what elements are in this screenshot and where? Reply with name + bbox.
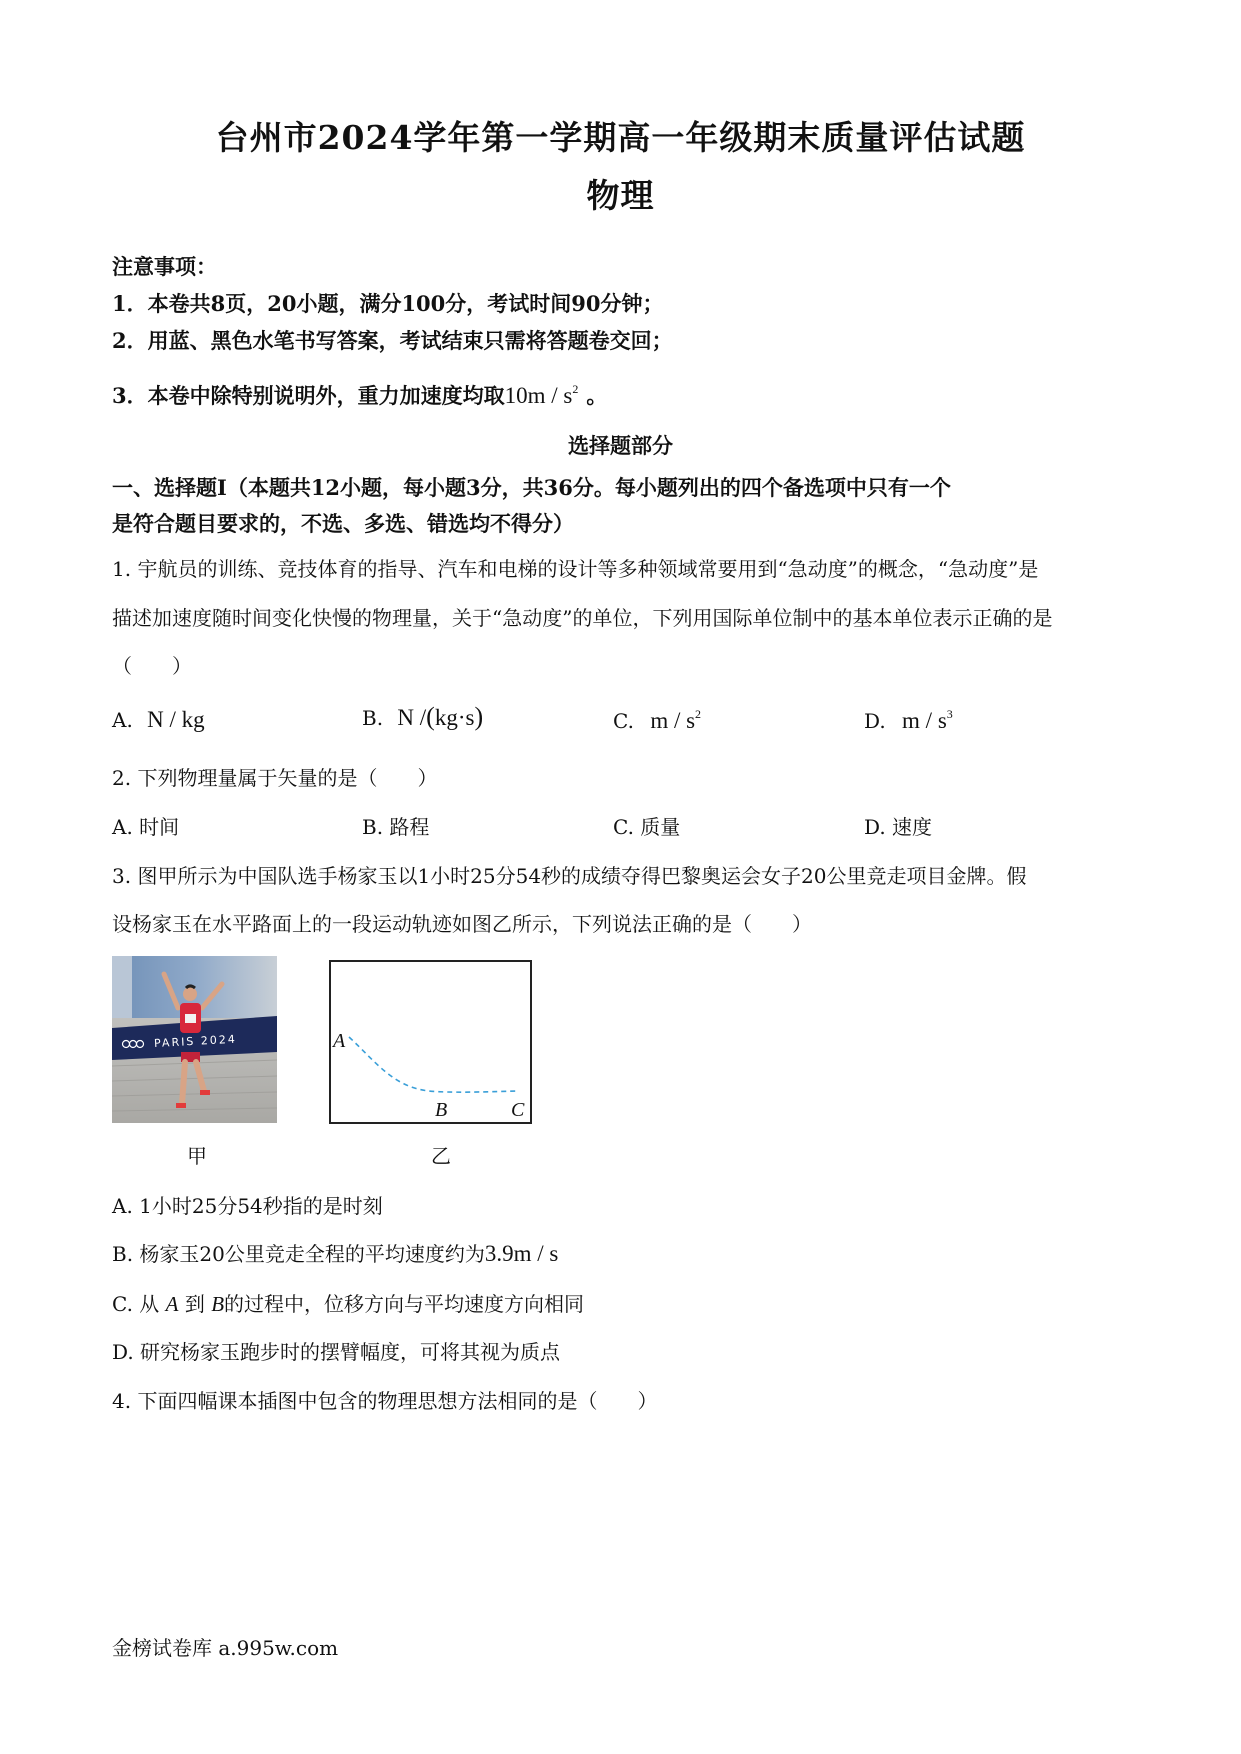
trajectory-svg [331, 962, 530, 1122]
subject-title: 物理 [586, 176, 655, 215]
point-b-label: B [435, 1099, 448, 1121]
trajectory-curve [349, 1037, 519, 1092]
q1-option-c-exponent: 2 [695, 707, 702, 721]
q1-option-d-exponent: 3 [946, 707, 953, 721]
q1-option-b-value: N /(kg·s) [397, 702, 484, 731]
gravity-unit: 10m / s [504, 383, 573, 408]
notice-heading: 注意事项： [112, 254, 217, 279]
q1-option-b-label: B. [362, 706, 384, 730]
q3-option-c[interactable] [112, 1288, 584, 1317]
part1-instructions-line2: 是符合题目要求的，不选、多选、错选均不得分） [112, 511, 574, 536]
q3-stem-line2: 设杨家玉在水平路面上的一段运动轨迹如图乙所示，下列说法正确的是（ ） [112, 912, 812, 936]
race-walker-illustration [112, 956, 277, 1123]
q2-option-a[interactable]: A. 时间 [112, 815, 180, 839]
q1-option-d-value [902, 708, 953, 733]
q3-option-c-part1: C. 从 [112, 1292, 160, 1316]
notice-item-3 [112, 380, 607, 410]
trajectory-diagram [329, 960, 532, 1124]
q3-option-c-part2: 到 [184, 1292, 205, 1316]
banner-text: PARIS 2024 [153, 1032, 238, 1050]
q3-option-b-value: 3.9m / s [484, 1241, 559, 1266]
q1-option-b[interactable] [362, 702, 483, 732]
photo-caption: 甲 [187, 1144, 207, 1168]
q1-option-d[interactable] [864, 707, 953, 734]
footer-source: 金榜试卷库 a.995w.com [112, 1636, 339, 1660]
q1-option-c-unit: m / s [650, 708, 696, 733]
section-title: 选择题部分 [568, 433, 673, 458]
q2-option-b[interactable]: B. 路程 [362, 815, 430, 839]
exam-title: 台州市2024学年第一学期高一年级期末质量评估试题 [215, 118, 1026, 157]
gravity-exponent: 2 [572, 382, 579, 396]
q3-option-c-point-a: A [165, 1292, 179, 1316]
q3-stem-line1: 3. 图甲所示为中国队选手杨家玉以1小时25分54秒的成绩夺得巴黎奥运会女子20公里竞走项目金牌。假 [112, 864, 1027, 888]
q1-answer-paren: （ ） [112, 654, 192, 678]
notice-item-2: 2．用蓝、黑色水笔书写答案，考试结束只需将答题卷交回； [112, 328, 673, 353]
diagram-caption: 乙 [431, 1144, 451, 1168]
q2-option-c[interactable]: C. 质量 [613, 815, 681, 839]
q3-option-c-point-b: B [211, 1292, 225, 1316]
q1-stem-line2: 描述加速度随时间变化快慢的物理量，关于“急动度”的单位，下列用国际单位制中的基本单位表示正确的是 [112, 606, 1053, 630]
q2-stem: 2. 下列物理量属于矢量的是（ ） [112, 766, 438, 790]
point-a-label: A [333, 1030, 346, 1052]
q3-option-b[interactable] [112, 1238, 558, 1267]
q1-option-a[interactable] [112, 707, 205, 733]
q1-stem-line1: 1. 宇航员的训练、竞技体育的指导、汽车和电梯的设计等多种领域常要用到“急动度”的概念，“急动度”是 [112, 557, 1039, 581]
q3-option-a[interactable]: A. 1小时25分54秒指的是时刻 [112, 1194, 383, 1218]
q1-option-c-value [650, 708, 701, 733]
part1-instructions-line1: 一、选择题Ⅰ（本题共12小题，每小题3分，共36分。每小题列出的四个备选项中只有一个 [112, 475, 951, 500]
q1-option-d-unit: m / s [902, 708, 947, 733]
q4-stem: 4. 下面四幅课本插图中包含的物理思想方法相同的是（ ） [112, 1389, 658, 1413]
q1-option-a-value: N / kg [147, 707, 205, 732]
q3-option-d[interactable]: D. 研究杨家玉跑步时的摆臂幅度，可将其视为质点 [112, 1340, 561, 1364]
notice-item-3-end: 。 [586, 383, 608, 408]
q1-option-a-label: A. [112, 708, 133, 732]
q1-option-c-label: C. [613, 709, 634, 733]
q1-option-b-inner: kg·s [434, 705, 475, 730]
q3-option-b-text: B. 杨家玉20公里竞走全程的平均速度约为 [112, 1242, 485, 1266]
q1-option-b-prefix: N / [397, 705, 427, 730]
q2-option-d[interactable]: D. 速度 [864, 815, 933, 839]
q1-option-c[interactable] [613, 707, 701, 734]
q3-option-c-part3: 的过程中，位移方向与平均速度方向相同 [224, 1292, 585, 1316]
q1-option-d-label: D. [864, 709, 886, 733]
point-c-label: C [511, 1099, 525, 1121]
race-walker-photo [112, 956, 277, 1123]
gravity-value [505, 383, 579, 408]
notice-item-3-text: 3．本卷中除特别说明外，重力加速度均取 [112, 383, 505, 408]
notice-item-1: 1．本卷共8页，20小题，满分100分，考试时间90分钟； [112, 291, 664, 316]
